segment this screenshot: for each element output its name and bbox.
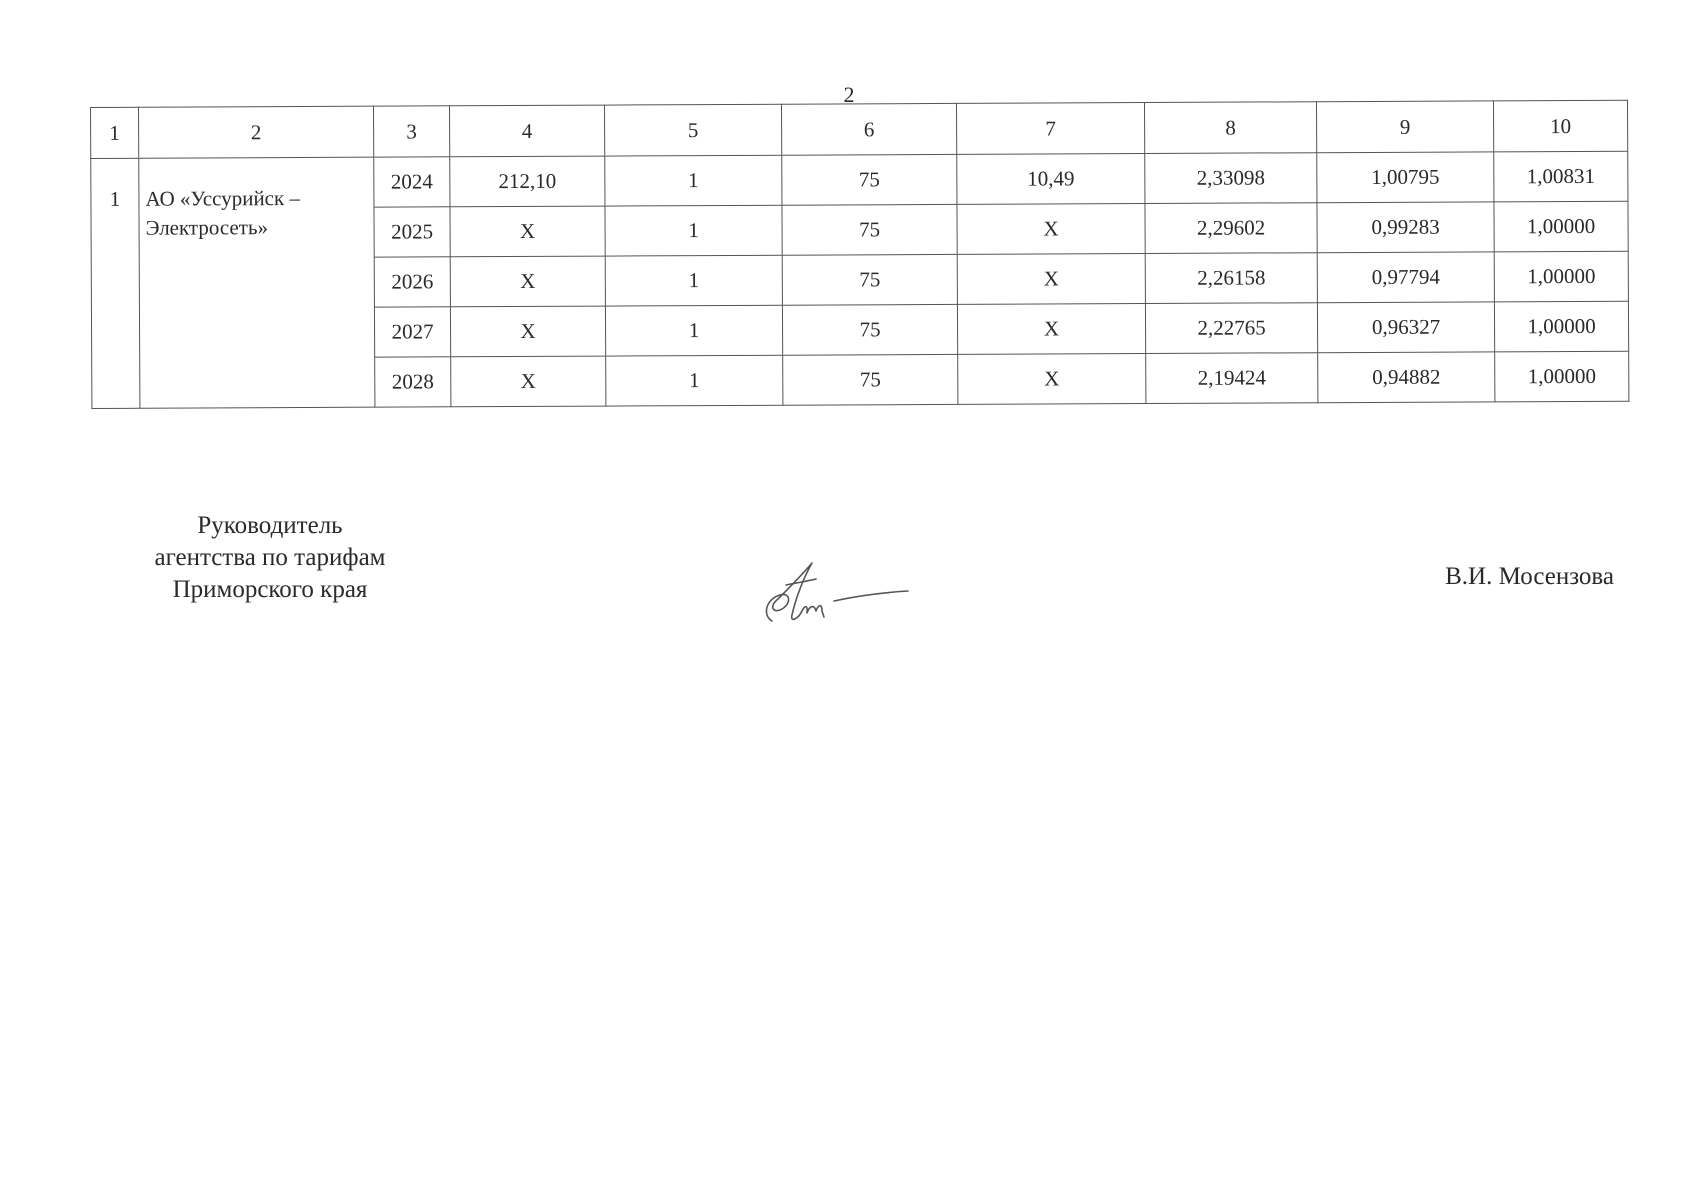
page-number: 2: [843, 82, 855, 107]
tariff-table: [90, 100, 1629, 409]
table-cell: 0,96327: [1317, 302, 1494, 353]
header-cell: 9: [1316, 101, 1493, 153]
table-cell: 2,26158: [1145, 253, 1317, 304]
header-cell: 6: [781, 103, 956, 155]
table-cell: 2025: [374, 207, 450, 257]
header-cell: 5: [604, 104, 781, 156]
table-cell: 75: [782, 304, 957, 355]
table-cell: X: [450, 306, 605, 357]
organization-name-line: АО «Уссурийск –: [145, 186, 300, 211]
header-cell: 1: [91, 107, 139, 158]
header-cell: 8: [1144, 102, 1316, 154]
table-cell: X: [450, 256, 605, 307]
signer-title-line: Приморского края: [172, 576, 368, 603]
table-cell: X: [451, 356, 606, 407]
table-cell: 75: [782, 254, 957, 305]
table-cell: 2028: [375, 357, 451, 407]
table-cell: X: [957, 254, 1145, 305]
table-cell: 2024: [374, 157, 450, 207]
table-cell: 2,19424: [1146, 353, 1318, 404]
signer-name: В.И. Мосензова: [1445, 563, 1614, 590]
header-cell: 10: [1493, 100, 1627, 152]
organization-name-line: Электросеть»: [145, 215, 269, 240]
handwritten-signature: [752, 555, 912, 635]
table-cell: X: [957, 204, 1145, 255]
table-header-row: [91, 100, 1628, 158]
table-cell: 1,00000: [1494, 251, 1628, 302]
tariff-table-container: [90, 100, 1629, 409]
table-cell: X: [958, 354, 1146, 405]
table-cell: 1: [605, 255, 782, 306]
table-cell: 1: [605, 205, 782, 256]
signer-title-line: Руководитель: [197, 512, 343, 539]
row-number-cell: 1: [91, 158, 140, 408]
table-cell: 212,10: [450, 156, 605, 207]
header-cell: 4: [449, 105, 604, 157]
table-cell: 10,49: [957, 154, 1145, 205]
table-cell: 1: [605, 155, 782, 206]
table-cell: 1: [605, 305, 782, 356]
table-cell: 1,00000: [1495, 351, 1629, 402]
table-cell: X: [450, 206, 605, 257]
signer-title-block: [120, 510, 420, 606]
organization-cell: [139, 157, 375, 408]
table-cell: 1,00831: [1494, 151, 1628, 202]
header-cell: 7: [956, 103, 1144, 155]
table-cell: 75: [782, 154, 957, 205]
signer-title-line: агентства по тарифам: [154, 544, 386, 571]
table-row: [91, 151, 1628, 208]
table-cell: 0,97794: [1317, 252, 1494, 303]
table-cell: 0,99283: [1317, 202, 1494, 253]
table-cell: 2,29602: [1145, 203, 1317, 254]
header-cell: 2: [139, 106, 374, 158]
table-cell: 1,00795: [1317, 152, 1494, 203]
table-cell: 1: [606, 355, 783, 406]
table-cell: 75: [783, 354, 958, 405]
table-cell: 75: [782, 204, 957, 255]
table-cell: 1,00000: [1494, 301, 1628, 352]
header-cell: 3: [373, 106, 449, 157]
table-cell: 2,22765: [1145, 303, 1317, 354]
table-cell: 2,33098: [1145, 153, 1317, 204]
table-cell: 2026: [374, 257, 450, 307]
table-cell: 1,00000: [1494, 201, 1628, 252]
table-cell: X: [957, 304, 1145, 355]
table-cell: 2027: [374, 307, 450, 357]
table-cell: 0,94882: [1318, 352, 1495, 403]
